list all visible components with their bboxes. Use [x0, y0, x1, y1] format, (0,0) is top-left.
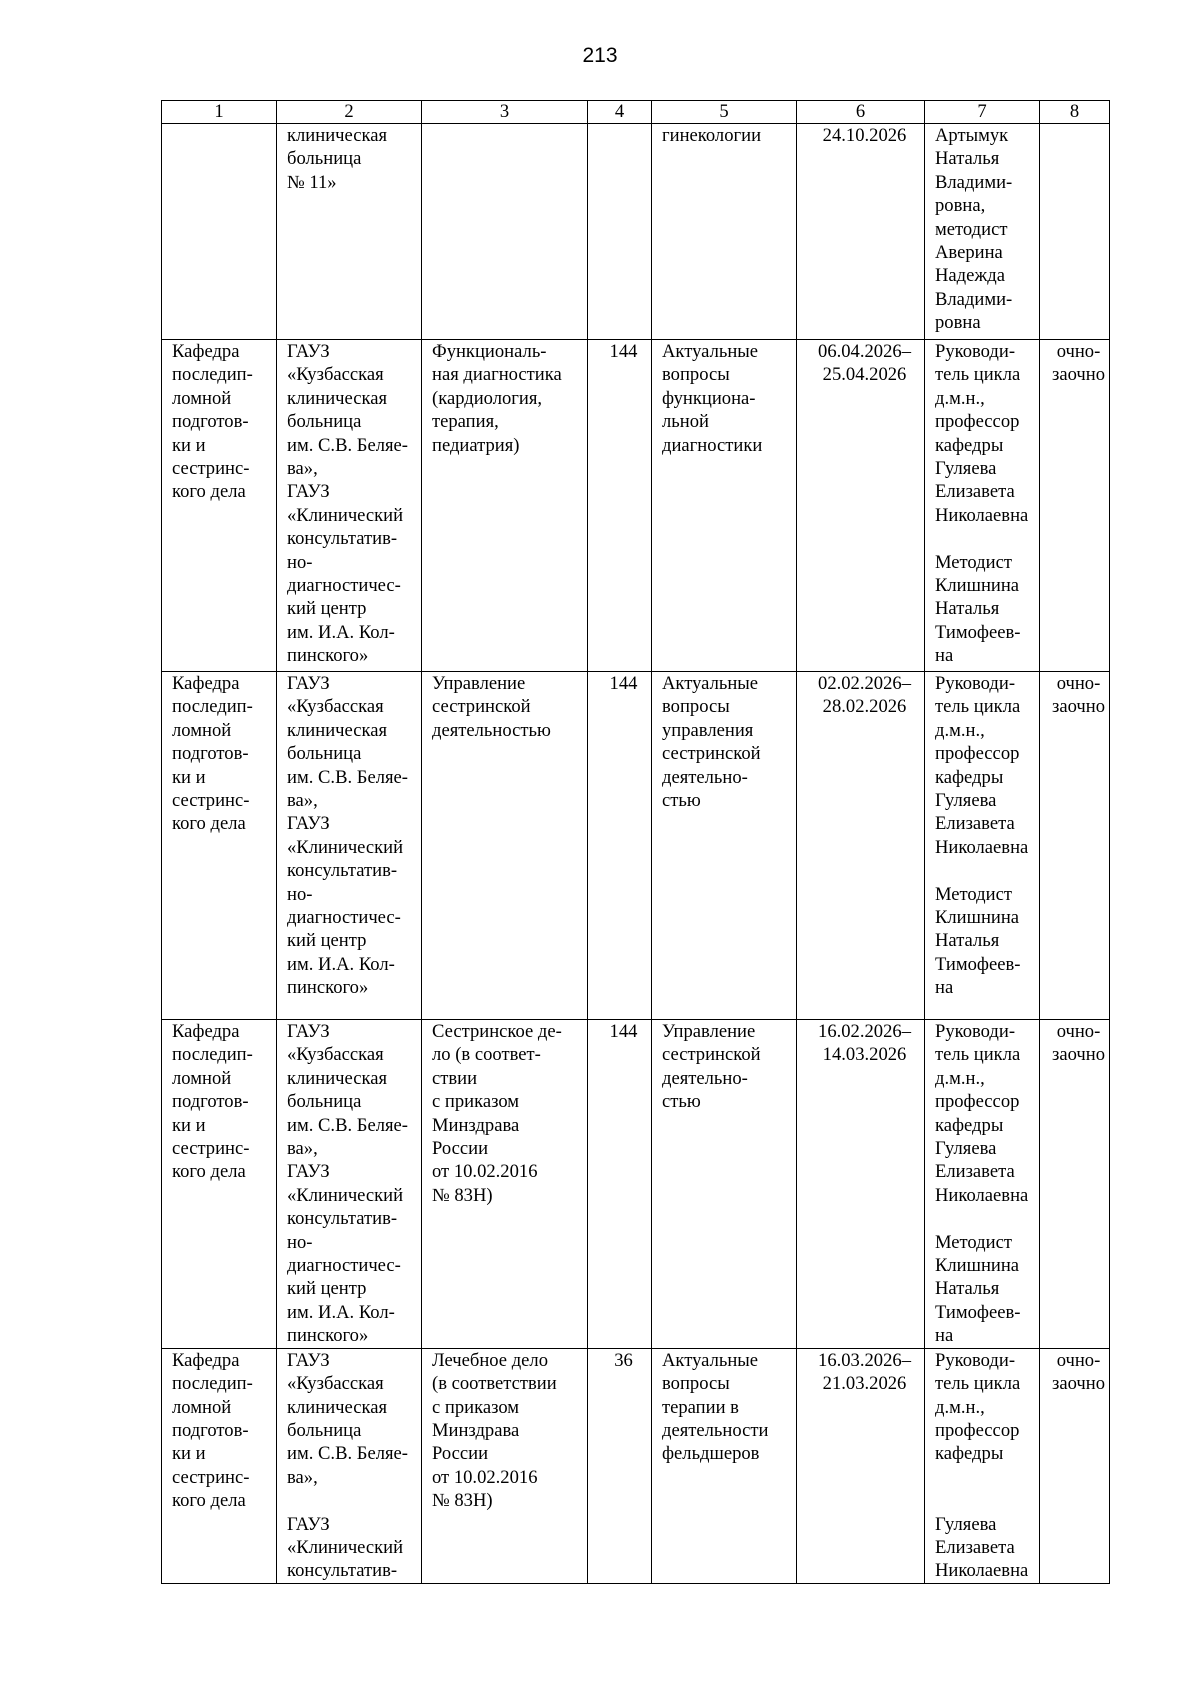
staff-cell: Руководи- тель цикла д.м.н., профессор кафедры Гуляева Елизавета Николаевна: [925, 1348, 1040, 1583]
dates-cell: 16.03.2026– 21.03.2026: [797, 1348, 925, 1583]
column-header: 2: [277, 101, 422, 124]
department-cell: Кафедра последип- ломной подготов- ки и сестринс- кого дела: [162, 1348, 277, 1583]
hours-cell: [588, 124, 652, 340]
table-row: [162, 1020, 1110, 1349]
topic-cell: гинекологии: [652, 124, 797, 340]
department-cell: Кафедра последип- ломной подготов- ки и сестринс- кого дела: [162, 1020, 277, 1349]
specialty-cell: Лечебное дело (в соответствии с приказом Минздрава России от 10.02.2016 № 83Н): [422, 1348, 588, 1583]
form-cell: [1040, 124, 1110, 340]
dates-cell: 24.10.2026: [797, 124, 925, 340]
specialty-cell: [422, 124, 588, 340]
staff-cell: Руководи- тель цикла д.м.н., профессор кафедры Гуляева Елизавета Николаевна Методист Клишнина Наталья Тимофеев- на: [925, 672, 1040, 1020]
table-row: [162, 1348, 1110, 1583]
column-header: 5: [652, 101, 797, 124]
form-cell: очно- заочно: [1040, 1348, 1110, 1583]
topic-cell: Актуальные вопросы терапии в деятельности фельдшеров: [652, 1348, 797, 1583]
staff-cell: Руководи- тель цикла д.м.н., профессор кафедры Гуляева Елизавета Николаевна Методист Клишнина Наталья Тимофеев- на: [925, 1020, 1040, 1349]
department-cell: Кафедра последип- ломной подготов- ки и сестринс- кого дела: [162, 672, 277, 1020]
column-header: 3: [422, 101, 588, 124]
clinical-base-cell: ГАУЗ «Кузбасская клиническая больница им. С.В. Беляе- ва», ГАУЗ «Клинический консультатив-: [277, 1348, 422, 1583]
hours-cell: 144: [588, 340, 652, 672]
specialty-cell: Функциональ- ная диагностика (кардиология, терапия, педиатрия): [422, 340, 588, 672]
table-row: [162, 672, 1110, 1020]
topic-cell: Актуальные вопросы управления сестринской деятельно- стью: [652, 672, 797, 1020]
department-cell: Кафедра последип- ломной подготов- ки и сестринс- кого дела: [162, 340, 277, 672]
hours-cell: 144: [588, 1020, 652, 1349]
hours-cell: 144: [588, 672, 652, 1020]
clinical-base-cell: ГАУЗ «Кузбасская клиническая больница им. С.В. Беляе- ва», ГАУЗ «Клинический консультатив- но- диагностичес- кий центр им. И.А. Кол- пинского»: [277, 672, 422, 1020]
page-number: 213: [582, 44, 618, 67]
header-row: [162, 101, 1110, 124]
schedule-table: [161, 100, 1110, 1584]
staff-cell: Руководи- тель цикла д.м.н., профессор кафедры Гуляева Елизавета Николаевна Методист Клишнина Наталья Тимофеев- на: [925, 340, 1040, 672]
specialty-cell: Управление сестринской деятельностью: [422, 672, 588, 1020]
form-cell: очно- заочно: [1040, 672, 1110, 1020]
table-row: [162, 124, 1110, 340]
clinical-base-cell: ГАУЗ «Кузбасская клиническая больница им. С.В. Беляе- ва», ГАУЗ «Клинический консультатив- но- диагностичес- кий центр им. И.А. Кол- пинского»: [277, 340, 422, 672]
column-header: 4: [588, 101, 652, 124]
column-header: 8: [1040, 101, 1110, 124]
column-header: 1: [162, 101, 277, 124]
topic-cell: Управление сестринской деятельно- стью: [652, 1020, 797, 1349]
hours-cell: 36: [588, 1348, 652, 1583]
dates-cell: 16.02.2026– 14.03.2026: [797, 1020, 925, 1349]
form-cell: очно- заочно: [1040, 1020, 1110, 1349]
topic-cell: Актуальные вопросы функциона- льной диагностики: [652, 340, 797, 672]
clinical-base-cell: клиническая больница № 11»: [277, 124, 422, 340]
specialty-cell: Сестринское де- ло (в соответ- ствии с приказом Минздрава России от 10.02.2016 № 83Н): [422, 1020, 588, 1349]
staff-cell: Артымук Наталья Владими- ровна, методист Аверина Надежда Владими- ровна: [925, 124, 1040, 340]
dates-cell: 06.04.2026– 25.04.2026: [797, 340, 925, 672]
dates-cell: 02.02.2026– 28.02.2026: [797, 672, 925, 1020]
department-cell: [162, 124, 277, 340]
clinical-base-cell: ГАУЗ «Кузбасская клиническая больница им. С.В. Беляе- ва», ГАУЗ «Клинический консультатив- но- диагностичес- кий центр им. И.А. Кол- пинского»: [277, 1020, 422, 1349]
table-row: [162, 340, 1110, 672]
form-cell: очно- заочно: [1040, 340, 1110, 672]
column-header: 7: [925, 101, 1040, 124]
column-header: 6: [797, 101, 925, 124]
